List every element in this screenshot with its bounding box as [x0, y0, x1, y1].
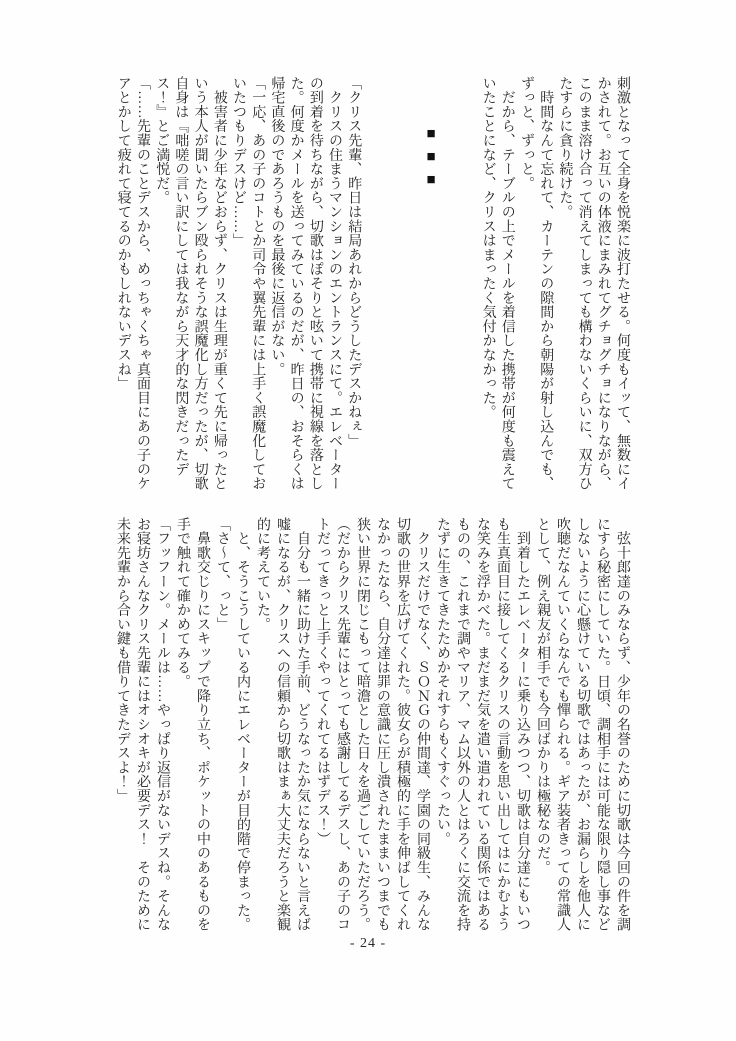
- text-line: にすら秘密にしていた。日頃、調相手には可能な限り隠し事など: [595, 517, 610, 932]
- text-line: 鼻歌交じりにスキップで降り立ち、ポケットの中のあるものを: [195, 517, 210, 932]
- text-line: 手で触れて確かめてみる。: [175, 517, 190, 689]
- text-line: 被害者に少年などおらず、クリスは生理が重くて先に帰ったと: [211, 76, 227, 491]
- text-line: 嘘になるが、クリスへの信頼から切歌はまぁ大丈夫だろうと楽観: [275, 517, 290, 932]
- text-line: アとかして疲れて寝てるのかもしれないデスね」: [115, 76, 131, 391]
- bottom-text-block: [111, 517, 632, 936]
- text-line: クリスだけでなく、ＳＯＮＧの仲間達、学園の同級生、みんな: [415, 517, 430, 932]
- text-line: 弦十郎達のみならず、少年の名誉のために切歌は今回の件を調: [615, 517, 630, 932]
- text-line: 到着したエレベーターに乗り込みつつ、切歌は自分達にもいつ: [515, 517, 530, 932]
- text-line: 帰宅直後のであろうものを最後に返信がない。: [269, 76, 285, 377]
- text-line: なかったなら、自分達は罪の意識に圧し潰されたままいつまでも: [375, 517, 390, 932]
- text-line: 狭い世界に閉じこもって暗澹とした日々を過ごしていただろう。: [355, 517, 370, 932]
- text-line: と、そうこうしている内にエレベーターが目的階で停まった。: [235, 517, 250, 932]
- text-line: も生真面目に接してくるクリスの言動を思い出してはにかむよう: [495, 517, 510, 932]
- text-line: 未来先輩から合い鍵も借りてきたデスよ！」: [115, 517, 130, 803]
- text-line: 的に考えていた。: [255, 517, 270, 632]
- text-line: 「クリス先輩、昨日は結局あれからどうしたデスかねぇ」: [346, 76, 362, 448]
- column-gap: [382, 76, 401, 492]
- column-gap: [459, 76, 478, 492]
- text-line: 「一応、あの子のコトとか司令や翼先輩には上手く誤魔化してお: [250, 76, 266, 491]
- text-line: たすらに貪り続けた。: [557, 76, 573, 219]
- section-separator: ■■■: [423, 126, 439, 195]
- text-line: かされて。お互いの体液にまみれてグチョグチョになりながら、: [595, 76, 611, 491]
- text-line: たずに生きてきたためかそれすらもくすぐったい。: [435, 517, 450, 846]
- text-line: お寝坊さんなクリス先輩にはオシオキが必要デス！ そのために: [135, 517, 150, 932]
- text-line: いう本人が聞いたらブン殴られそうな誤魔化し方だったが、切歌: [192, 76, 208, 491]
- text-line: だから、テーブルの上でメールを着信した携帯が何度も震えて: [499, 76, 515, 491]
- text-line: な笑みを浮かべた。まだまだ気を遣い遣われている関係ではある: [475, 517, 490, 932]
- text-line: 刺激となって全身を悦楽に波打たせる。何度もイッて、無数にイ: [615, 76, 630, 491]
- text-line: ものの、これまで調やマリア、マム以外の人とはろくに交流を持: [455, 517, 470, 932]
- text-line: として、例え親友が相手でも今回ばかりは極秘なのだ。: [535, 517, 550, 875]
- column-gap: [440, 76, 459, 492]
- text-line: トだってきっと上手くやってくれてるはずデス！）: [315, 517, 330, 846]
- text-line: 「フッフーン。メールは……やっぱり返信がないデスね。そんな: [155, 517, 170, 932]
- text-line: の到着を待ちながら、切歌はぽそりと呟いて携帯に視線を落とし: [307, 76, 323, 491]
- text-line: 切歌の世界を広げてくれた。彼女らが積極的に手を伸ばしてくれ: [395, 517, 410, 932]
- text-line: いたつもりデスけど……」: [231, 76, 247, 248]
- text-line: 吹聴だなんていくらなんでも憚られる。ギア装者きっての常識人: [555, 517, 570, 932]
- text-line: このまま溶け合って消えてしまっても構わないくらいに、双方ひ: [576, 76, 592, 491]
- text-line: 「さ～て、っと」: [215, 517, 230, 632]
- text-line: しないように心懸けている切歌ではあったが、お漏らしを他人に: [575, 517, 590, 932]
- text-line: ずっと、ずっと。: [518, 76, 534, 191]
- text-line: いたことになど、クリスはまったく気付かなかった。: [480, 76, 496, 420]
- column-gap: [402, 76, 421, 492]
- text-line: クリスの住まうマンションのエントランスにて。エレベーター: [327, 76, 343, 491]
- text-line: （だからクリス先輩にはとっても感謝してるデスし、あの子のコ: [335, 517, 350, 932]
- page-number: - 24 -: [349, 936, 387, 951]
- text-line: 時間なんて忘れて、カーテンの隙間から朝陽が射し込んでも、: [538, 76, 554, 491]
- column-gap: [363, 76, 382, 492]
- text-line: 自身は『咄嗟の言い訳にしては我ながら天才的な閃きだったデ: [173, 76, 189, 477]
- text-line: 「……先輩のことデスから、めっちゃくちゃ真面目にあの子のケ: [135, 76, 150, 491]
- top-text-block: [113, 76, 632, 492]
- text-line: ス！』とご満悦だ。: [154, 76, 170, 205]
- text-line: 自分も一緒に助けた手前、どうなったか気にならないと言えば: [295, 517, 310, 932]
- text-line: た。何度かメールを送ってみているのだが、昨日の、おそらくは: [288, 76, 304, 491]
